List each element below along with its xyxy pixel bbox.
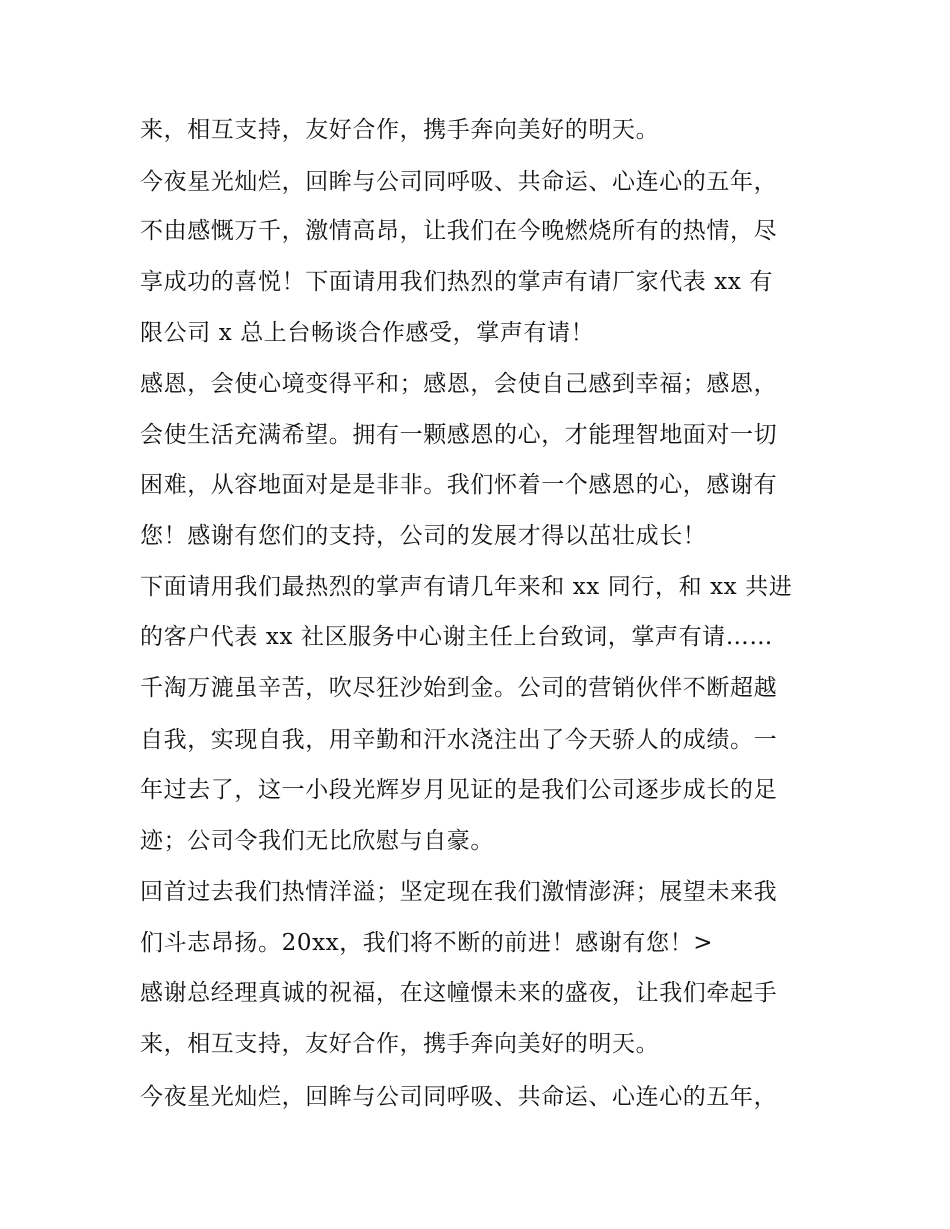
text-line: 限公司 x 总上台畅谈合作感受，掌声有请！	[140, 320, 595, 346]
text-line: 今夜星光灿烂，回眸与公司同呼吸、共命运、心连心的五年，	[140, 1084, 778, 1110]
text-line: 迹；公司令我们无比欣慰与自豪。	[140, 828, 494, 854]
text-line: 享成功的喜悦！下面请用我们热烈的掌声有请厂家代表 xx 有	[140, 269, 773, 295]
text-line: 千淘万漉虽辛苦，吹尽狂沙始到金。公司的营销伙伴不断超越	[140, 675, 778, 701]
text-line: 年过去了，这一小段光辉岁月见证的是我们公司逐步成长的足	[140, 777, 778, 803]
text-line: 回首过去我们热情洋溢；坚定现在我们激情澎湃；展望未来我	[140, 879, 778, 905]
text-line: 感恩，会使心境变得平和；感恩，会使自己感到幸福；感恩，	[140, 371, 778, 397]
text-line: 会使生活充满希望。拥有一颗感恩的心，才能理智地面对一切	[140, 422, 778, 448]
text-line: 您！感谢有您们的支持，公司的发展才得以茁壮成长！	[140, 523, 707, 549]
text-line: 困难，从容地面对是是非非。我们怀着一个感恩的心，感谢有	[140, 472, 778, 498]
text-line: 们斗志昂扬。20xx，我们将不断的前进！感谢有您！>	[140, 930, 714, 956]
text-line: 下面请用我们最热烈的掌声有请几年来和 xx 同行，和 xx 共进	[140, 574, 793, 600]
text-line: 不由感慨万千，激情高昂，让我们在今晚燃烧所有的热情，尽	[140, 218, 778, 244]
text-line: 自我，实现自我，用辛勤和汗水浇注出了今天骄人的成绩。一	[140, 727, 778, 753]
text-line: 的客户代表 xx 社区服务中心谢主任上台致词，掌声有请……	[140, 624, 773, 650]
text-line: 来，相互支持，友好合作，携手奔向美好的明天。	[140, 1031, 660, 1057]
text-line: 来，相互支持，友好合作，携手奔向美好的明天。	[140, 117, 660, 143]
text-line: 感谢总经理真诚的祝福，在这幢憬未来的盛夜，让我们牵起手	[140, 980, 778, 1006]
text-line: 今夜星光灿烂，回眸与公司同呼吸、共命运、心连心的五年，	[140, 169, 778, 195]
